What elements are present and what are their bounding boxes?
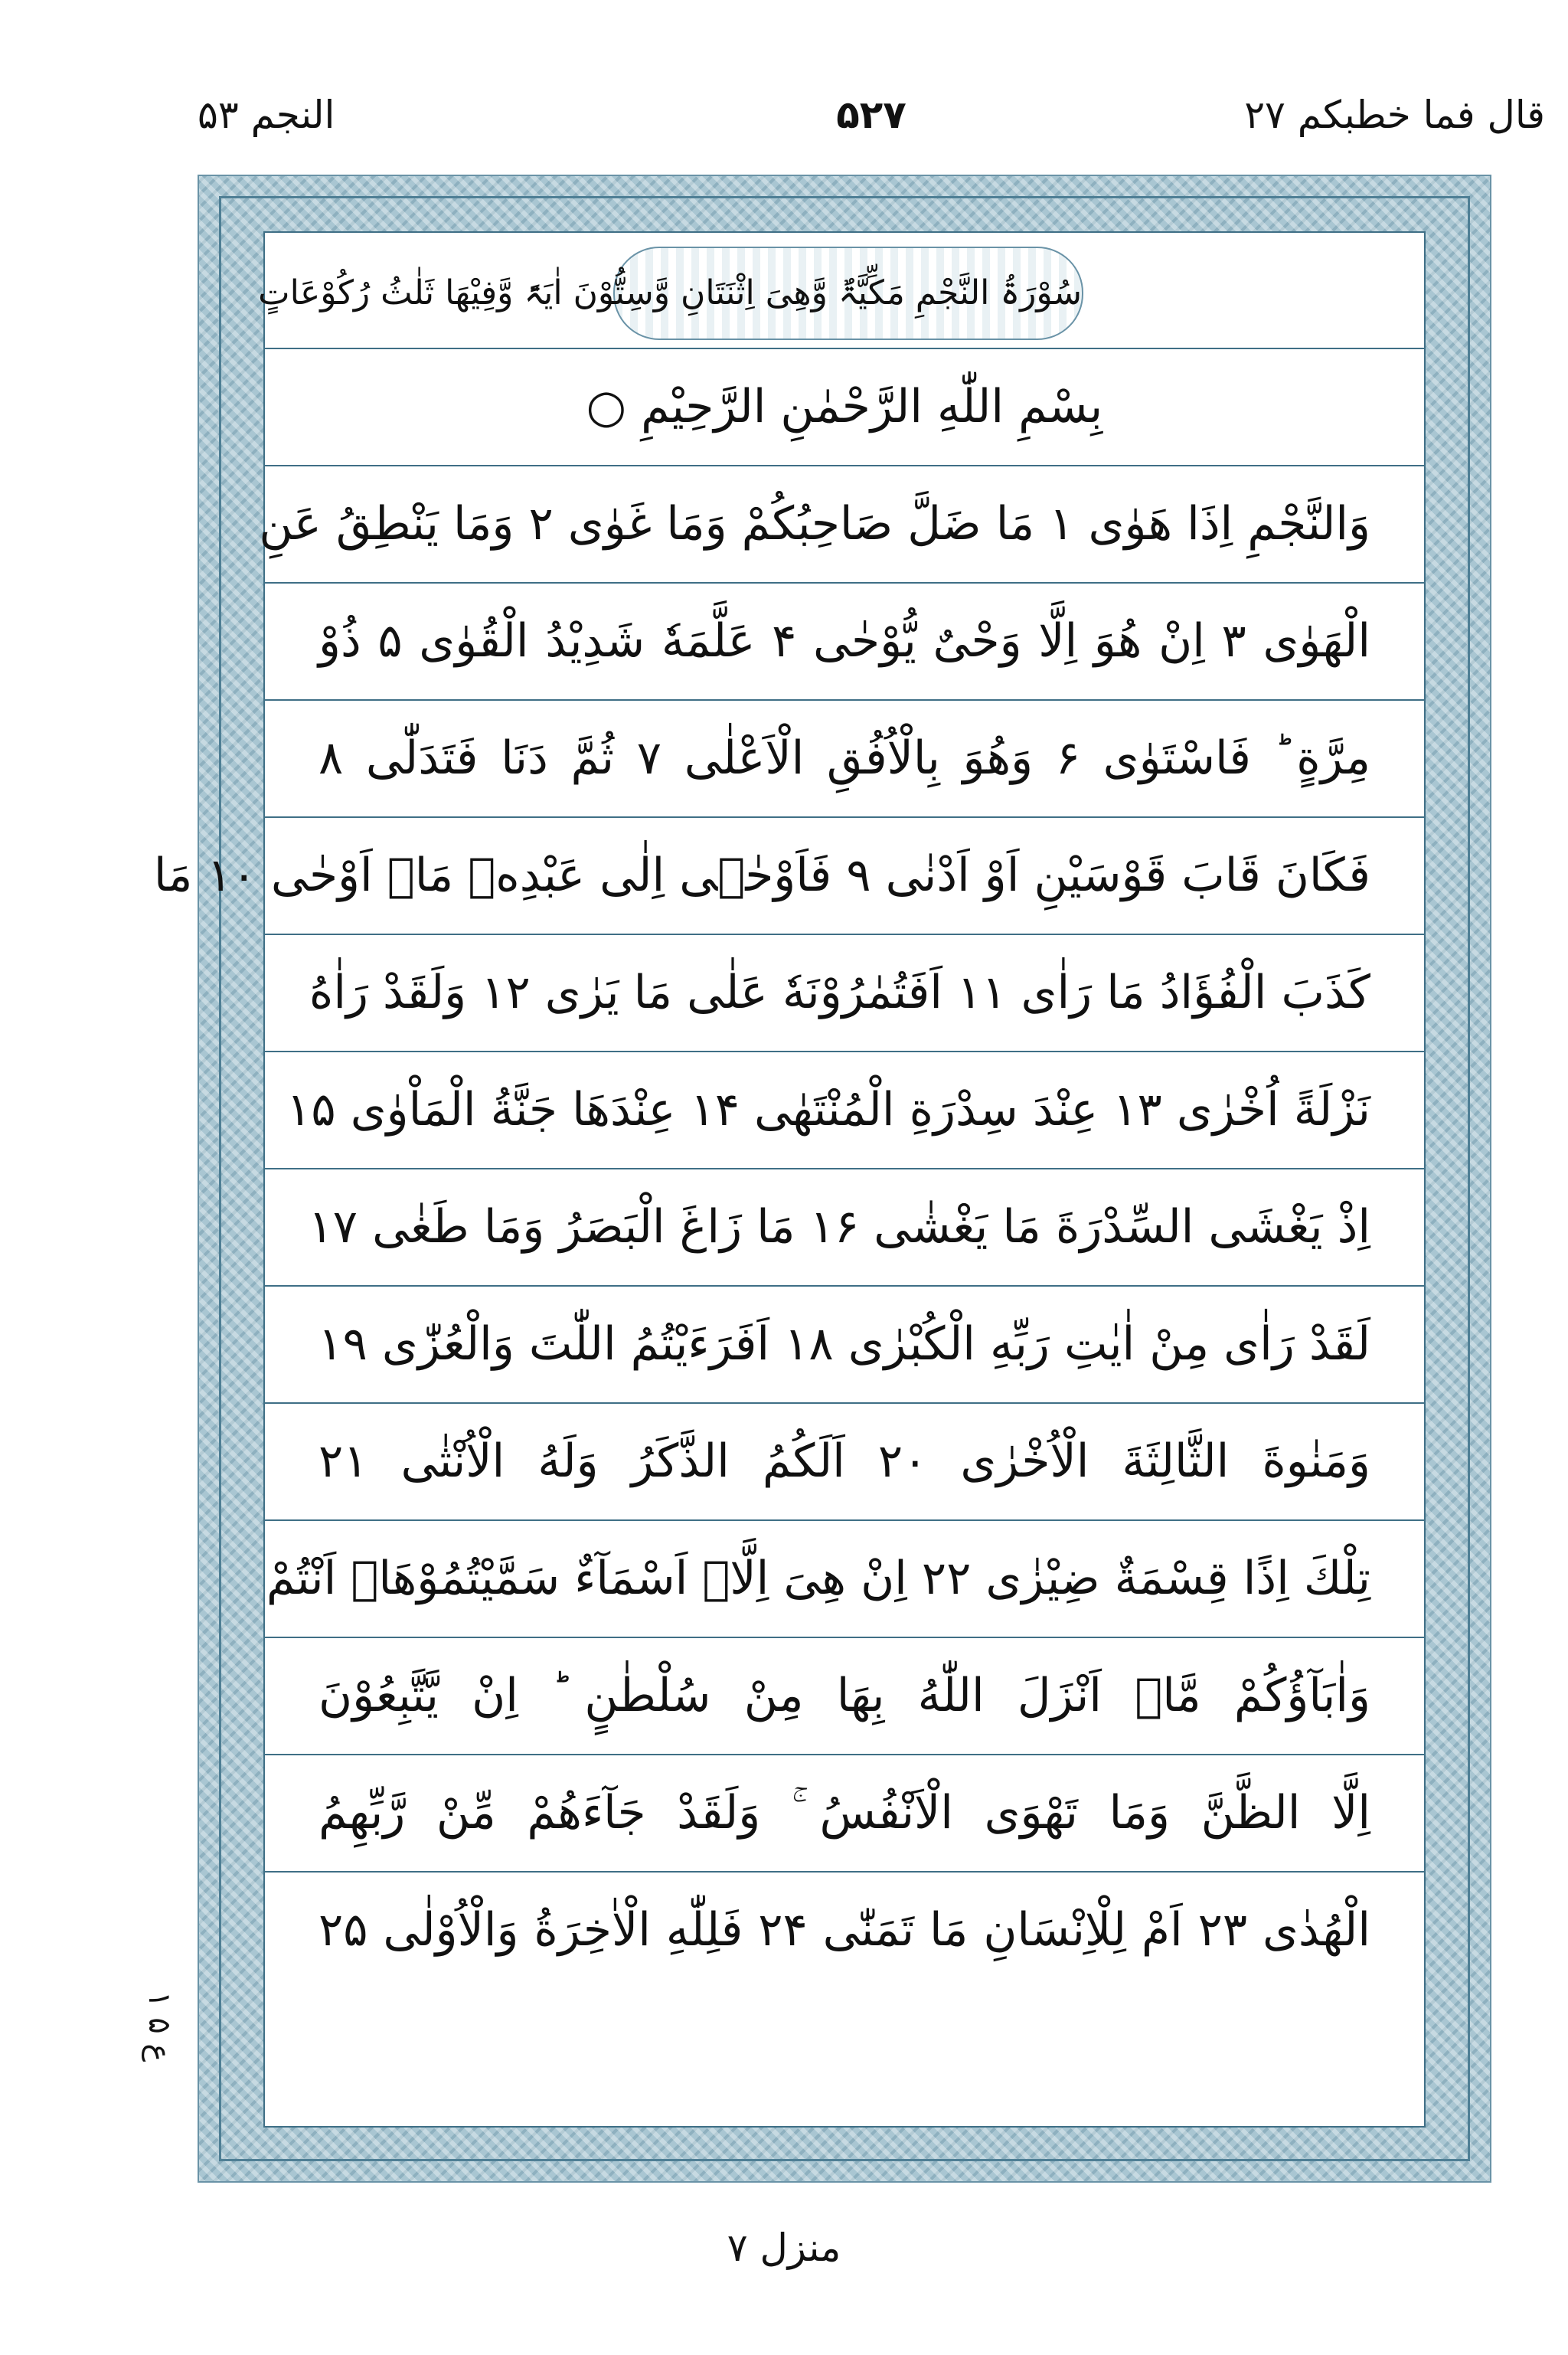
verse-line: كَذَبَ الْفُؤَادُ مَا رَاٰی ۱۱ اَفَتُمٰرُوْنَهٗ عَلٰی مَا يَرٰی ۱۲ وَلَقَدْ رَاٰهُ	[265, 934, 1424, 1051]
surah-title-cartouche: سُوْرَۃُ النَّجْمِ مَکِّیَّۃٌ وَّهِیَ اِثْنَتَانِ وَّسِتُّوْنَ اٰیَۃً وَّفِیْهَا ثَلٰثُ رُکُوْعَاتٍ	[613, 247, 1083, 340]
surah-label: النجم ۵۳	[198, 93, 335, 137]
verse-line: اِلَّا الظَّنَّ وَمَا تَهْوَی الْاَنْفُسُ ۚ وَلَقَدْ جَآءَهُمْ مِّنْ رَّبِّهِمُ	[265, 1754, 1424, 1871]
juz-label: قال فما خطبکم ۲۷	[1244, 93, 1545, 137]
verse-line: وَاٰبَآؤُكُمْ مَّاۤ اَنْزَلَ اللّٰهُ بِهَا مِنْ سُلْطٰنٍ ؕ اِنْ يَّتَّبِعُوْنَ	[265, 1637, 1424, 1754]
page-number: ۵۲۷	[836, 93, 906, 137]
verse-line: نَزْلَةً اُخْرٰی ۱۳ عِنْدَ سِدْرَةِ الْمُنْتَهٰی ۱۴ عِنْدَهَا جَنَّةُ الْمَاْوٰی ۱۵	[265, 1051, 1424, 1168]
verse-line: الْهَوٰی ۳ اِنْ هُوَ اِلَّا وَحْیٌ يُّوْحٰی ۴ عَلَّمَهٗ شَدِيْدُ الْقُوٰی ۵ ذُوْ	[265, 582, 1424, 699]
verse-line: لَقَدْ رَاٰی مِنْ اٰيٰتِ رَبِّهِ الْكُبْرٰی ۱۸ اَفَرَءَيْتُمُ اللّٰتَ وَالْعُزّٰی ۱۹	[265, 1285, 1424, 1402]
verse-line: الْهُدٰی ۲۳ اَمْ لِلْاِنْسَانِ مَا تَمَنّٰی ۲۴ فَلِلّٰهِ الْاٰخِرَةُ وَالْاُوْلٰی ۲۵	[265, 1871, 1424, 1988]
verse-line: مِرَّةٍ ؕ فَاسْتَوٰی ۶ وَهُوَ بِالْاُفُقِ الْاَعْلٰی ۷ ثُمَّ دَنَا فَتَدَلّٰی ۸	[265, 699, 1424, 816]
verse-line: اِذْ يَغْشَی السِّدْرَةَ مَا يَغْشٰی ۱۶ مَا زَاغَ الْبَصَرُ وَمَا طَغٰی ۱۷	[265, 1168, 1424, 1285]
bismillah-line: بِسْمِ اللّٰهِ الرَّحْمٰنِ الرَّحِیْمِ ○	[265, 348, 1424, 465]
verse-line: تِلْكَ اِذًا قِسْمَةٌ ضِيْزٰی ۲۲ اِنْ هِیَ اِلَّاۤ اَسْمَآءٌ سَمَّيْتُمُوْهَاۤ اَنْتُمْ	[265, 1519, 1424, 1637]
verse-line: وَمَنٰوةَ الثَّالِثَةَ الْاُخْرٰی ۲۰ اَلَكُمُ الذَّكَرُ وَلَهُ الْاُنْثٰی ۲۱	[265, 1402, 1424, 1519]
manzil-footer: منزل ۷	[727, 2226, 841, 2270]
ruku-marker: ع ۵ ۱	[142, 1991, 177, 2062]
verse-line: فَكَانَ قَابَ قَوْسَيْنِ اَوْ اَدْنٰی ۹ فَاَوْحٰۤی اِلٰی عَبْدِهٖ مَاۤ اَوْحٰی ۱۰ مَا	[265, 816, 1424, 934]
verse-line: وَالنَّجْمِ اِذَا هَوٰی ۱ مَا ضَلَّ صَاحِبُكُمْ وَمَا غَوٰی ۲ وَمَا يَنْطِقُ عَنِ	[265, 465, 1424, 582]
page-header	[198, 73, 1545, 157]
verse-lines	[153, 348, 1424, 1988]
